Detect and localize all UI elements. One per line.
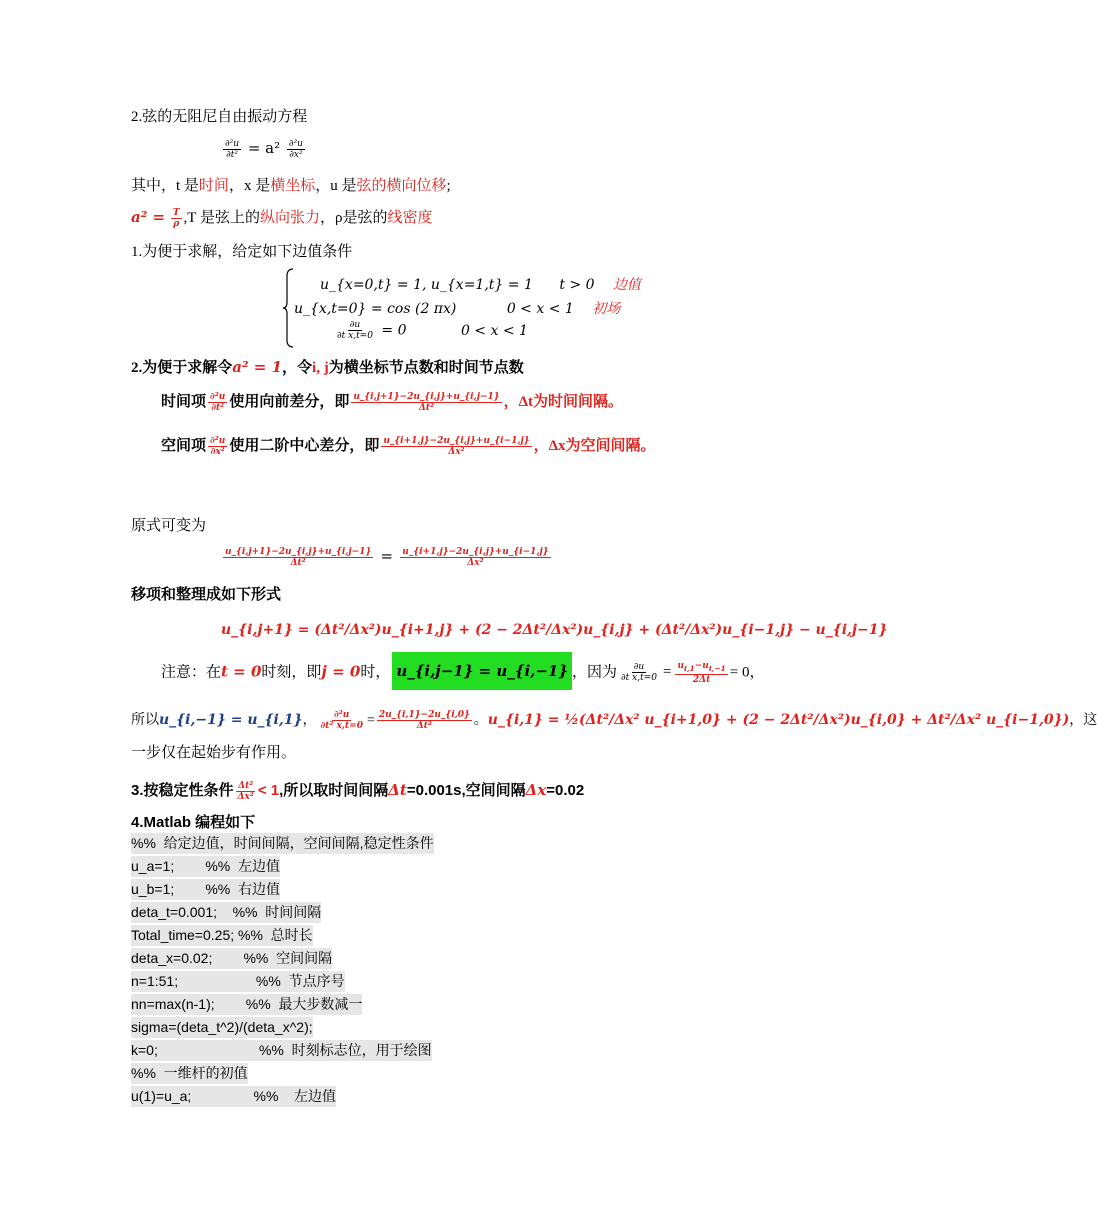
- space-deriv-num: ∂²u: [210, 436, 226, 447]
- time-note: ，Δt为时间间隔。: [503, 394, 623, 410]
- initial-condition: [294, 298, 620, 318]
- def-abscissa: 横坐标: [270, 178, 316, 194]
- step3-dx: Δx: [525, 781, 547, 799]
- wave-rhs-num: ∂²u: [288, 138, 303, 149]
- step3-cond: < 1: [257, 782, 280, 799]
- a2-text1: ,T 是弦上的: [183, 210, 260, 226]
- rearrange-title: 移项和整理成如下形式: [131, 587, 282, 603]
- boundary-label: 边值: [612, 277, 641, 293]
- so-deriv: $\frac{\text{∂²u}}{\text{∂t² x,t=0}}$: [320, 710, 363, 732]
- so-eq1: u_{i,−1} = u_{i,1}: [159, 712, 303, 728]
- wave-rhs-fraction: [287, 139, 305, 160]
- step3-dt-val: =0.001s,空间间隔: [406, 782, 526, 799]
- discrete-rhs-num: u_{i+1,j}−2u_{i,j}+u_{i−1,j}: [402, 546, 549, 557]
- so-eq3: u_{i,1} = ½(Δt²/Δx² u_{i+1,0} + (2 − 2Δt²/Δx²)u_{i,0} + Δt²/Δx² u_{i−1,0}): [487, 712, 1070, 728]
- def-displacement: 弦的横向位移: [356, 178, 447, 194]
- note-prefix: 注意：在: [161, 664, 222, 681]
- note-mid1: 时刻，即: [261, 664, 322, 681]
- explicit-equation: u_{i,j+1} = (Δt²/Δx²)u_{i+1,j} + (2 − 2Δt²/Δx²)u_{i,j} + (Δt²/Δx²)u_{i−1,j} − u_{i,j−1}: [221, 622, 888, 638]
- code-line: nn=max(n-1); %% 最大步数减一: [131, 994, 362, 1015]
- wave-rhs-den: ∂x²: [289, 149, 303, 160]
- time-prefix: 时间项: [161, 394, 207, 410]
- discrete-lhs: [223, 547, 373, 568]
- space-formula: [381, 436, 531, 457]
- a-squared-definition: [131, 207, 432, 229]
- velocity-condition: [333, 320, 528, 341]
- space-note: ，Δx为空间间隔。: [533, 438, 656, 454]
- step3-ratio: $\frac{\text{Δt²}}{\text{Δx²}}$: [237, 780, 254, 802]
- code-line: Total_time=0.25; %% 总时长: [131, 925, 313, 946]
- so-prefix: 所以: [131, 713, 159, 728]
- step2-suffix: 为横坐标节点数和时间节点数: [328, 360, 524, 376]
- note-t0: t = 0: [221, 662, 262, 681]
- step2-a-eq: a² = 1: [232, 358, 283, 376]
- a2-fraction: [171, 208, 182, 229]
- code-line: sigma=(deta_t^2)/(deta_x^2);: [131, 1017, 313, 1038]
- time-formula-den: Δt²: [418, 403, 434, 414]
- discrete-lhs-den: Δt²: [290, 557, 306, 568]
- step3-title: [131, 780, 584, 802]
- code-line: deta_x=0.02; %% 空间间隔: [131, 948, 332, 969]
- discrete-rhs-den: Δx²: [467, 557, 484, 568]
- time-deriv-num: ∂²u: [210, 392, 226, 403]
- space-formula-num: u_{i+1,j}−2u_{i,j}+u_{i−1,j}: [383, 436, 530, 447]
- step3-prefix: 3.按稳定性条件: [131, 782, 234, 799]
- so-fraction: $\frac{2u\_\{i,1\}-2u\_\{i,0\}}{\text{Δt²}}$: [378, 710, 470, 732]
- initial-range: 0 < x < 1: [506, 301, 574, 317]
- code-line: %% 一维杆的初值: [131, 1063, 248, 1084]
- boundary-range: t > 0: [559, 277, 595, 293]
- discrete-equation: [221, 546, 553, 568]
- code-line: deta_t=0.001; %% 时间间隔: [131, 902, 321, 923]
- step4-title: 4.Matlab 编程如下: [131, 814, 256, 831]
- initial-label: 初场: [592, 301, 621, 317]
- note-diff: $\frac{u_{i,1}-u_{i,-1}}{2\Delta t}$: [677, 661, 726, 685]
- so-line: 所以u_{i,−1} = u_{i,1}， $\frac{\text{∂²u}}{\text{∂t² x,t=0}}$ = $\frac{2u\_\{i,1\}-2u\_\{i,0\}}{\text{Δt²}}$ 。u_{i,1} = ½(Δt²/Δx² u_{i+1,0} + (2 − 2Δt²/Δx²)u_{i,0} + Δt²/Δx² u_{i−1,0})，这: [131, 710, 1097, 732]
- code-line: u(1)=u_a; %% 左边值: [131, 1086, 336, 1107]
- step2-ij: i, j: [312, 360, 329, 376]
- a2-lhs: a² =: [131, 208, 166, 226]
- code-line: %% 给定边值，时间间隔，空间间隔,稳定性条件: [131, 833, 434, 854]
- def-mid1: ，x 是: [228, 178, 271, 194]
- space-formula-den: Δx²: [448, 447, 465, 458]
- note-mid3: ，因为: [572, 664, 618, 681]
- code-line: u_a=1; %% 左边值: [131, 856, 280, 877]
- wave-mid: = a²: [247, 139, 281, 157]
- note-line: 注意：在t = 0时刻，即j = 0时， u_{i,j−1} = u_{i,−1} ，因为 $\frac{\partial u}{\text{∂t x,t=0}}$ = $\frac{u_{i,1}-u_{i,-1}}{2\Delta t}$ = 0，: [161, 661, 764, 685]
- def-prefix: 其中，t 是: [131, 178, 199, 194]
- step3-dt: Δt: [388, 781, 407, 799]
- time-formula-num: u_{i,j+1}−2u_{i,j}+u_{i,j−1}: [353, 392, 500, 403]
- so-line-2: 一步仅在起始步有作用。: [131, 745, 297, 761]
- time-text: 使用向前差分，即: [229, 394, 350, 410]
- note-rhs: = 0，: [729, 664, 765, 681]
- boundary-condition: [320, 274, 641, 294]
- note-mid2: 时，: [360, 664, 391, 681]
- def-mid2: ，u 是: [315, 178, 357, 194]
- time-formula: [351, 392, 501, 413]
- wave-lhs-num: ∂²u: [225, 138, 240, 149]
- def-time: 时间: [198, 178, 229, 194]
- step1-text: 1.为便于求解，给定如下边值条件: [131, 244, 353, 260]
- time-difference: [161, 392, 623, 413]
- space-deriv-den: ∂x²: [210, 447, 225, 458]
- note-du-dt: $\frac{\partial u}{\text{∂t x,t=0}}$: [621, 662, 657, 684]
- step3-mid: ,所以取时间间隔: [279, 782, 389, 799]
- discrete-rhs: [400, 547, 550, 568]
- note-j0: j = 0: [321, 662, 361, 681]
- so-end: ，这: [1069, 713, 1097, 728]
- a2-text2: ，ρ是弦的: [319, 210, 388, 226]
- a2-den: ρ: [173, 219, 180, 230]
- space-prefix: 空间项: [161, 438, 207, 454]
- space-difference: [161, 436, 655, 457]
- code-line: u_b=1; %% 右边值: [131, 879, 280, 900]
- step1-title: [131, 242, 352, 262]
- so-frac-num: 2u_{i,1}−2u_{i,0}: [378, 710, 470, 721]
- step2-mid: ，令: [282, 360, 313, 376]
- equals-sign: =: [380, 547, 394, 565]
- step2-prefix: 2.为便于求解令: [131, 360, 233, 376]
- discrete-lhs-num: u_{i,j+1}−2u_{i,j}+u_{i,j−1}: [225, 546, 372, 557]
- a2-num: T: [172, 208, 180, 219]
- velocity-range: 0 < x < 1: [460, 322, 528, 339]
- velocity-fraction: [335, 320, 375, 341]
- code-line: n=1:51; %% 节点序号: [131, 971, 345, 992]
- velocity-num: ∂u: [349, 320, 361, 330]
- note-highlight-eq: u_{i,j−1} = u_{i,−1}: [392, 652, 572, 690]
- wave-lhs-fraction: [223, 139, 241, 160]
- wave-equation: [221, 138, 307, 160]
- step3-dx-val: =0.02: [546, 782, 585, 799]
- time-deriv-den: ∂t²: [211, 403, 225, 414]
- a2-tension: 纵向张力: [259, 210, 320, 226]
- space-text: 使用二阶中心差分，即: [229, 438, 380, 454]
- initial-eq: u_{x,t=0} = cos (2 πx): [294, 301, 457, 317]
- step2-title: [131, 357, 524, 378]
- section-title: 2.弦的无阻尼自由振动方程: [131, 109, 308, 125]
- variable-definitions: [131, 176, 451, 196]
- velocity-den: ∂t x,t=0: [337, 331, 373, 341]
- boundary-eq: u_{x=0,t} = 1, u_{x=1,t} = 1: [320, 277, 533, 293]
- time-deriv: [208, 392, 227, 413]
- velocity-rhs: = 0: [381, 322, 407, 339]
- def-end: ;: [446, 178, 451, 194]
- left-brace-icon: [282, 268, 294, 348]
- code-line: k=0; %% 时刻标志位，用于绘图: [131, 1040, 432, 1061]
- transform-text: 原式可变为: [131, 518, 207, 534]
- space-deriv: [208, 436, 227, 457]
- wave-lhs-den: ∂t²: [226, 149, 238, 160]
- a2-density: 线密度: [387, 210, 433, 226]
